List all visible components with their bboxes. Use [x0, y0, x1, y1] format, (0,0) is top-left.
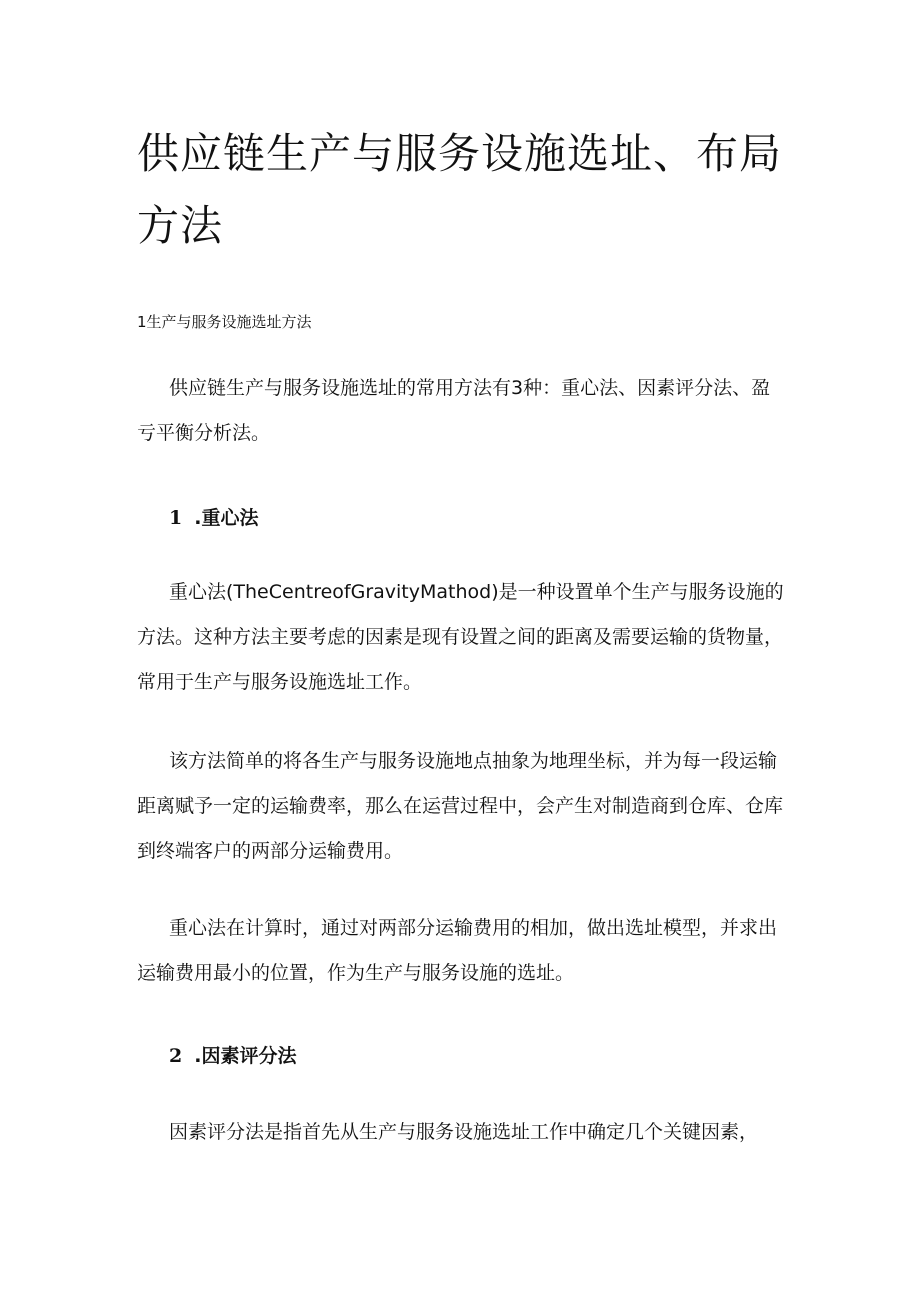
- heading-text: .重心法: [194, 507, 259, 529]
- heading-factor-scoring: [169, 1041, 296, 1071]
- paragraph-gravity-description: 该方法简单的将各生产与服务设施地点抽象为地理坐标，并为每一段运输距离赋予一定的运输费率，那么在运营过程中，会产生对制造商到仓库、仓库到终端客户的两部分运输费用。: [137, 750, 784, 862]
- intro-paragraph: 供应链生产与服务设施选址的常用方法有3种：重心法、因素评分法、盈亏平衡分析法。: [137, 377, 771, 444]
- heading-number: 1: [169, 507, 183, 529]
- paragraph-gravity-calculation: 重心法在计算时，通过对两部分运输费用的相加，做出选址模型，并求出运输费用最小的位置，作为生产与服务设施的选址。: [137, 917, 778, 984]
- document-title: 供应链生产与服务设施选址、布局方法: [137, 129, 783, 250]
- paragraph-factor-scoring: 因素评分法是指首先从生产与服务设施选址工作中确定几个关键因素，: [169, 1121, 759, 1143]
- section-label: 1生产与服务设施选址方法: [137, 313, 312, 331]
- heading-gravity-method: [169, 503, 258, 533]
- paragraph-gravity-definition: 重心法(TheCentreofGravityMathod)是一种设置单个生产与服务设施的方法。这种方法主要考虑的因素是现有设置之间的距离及需要运输的货物量，常用于生产与服务设施选址工作。: [137, 581, 784, 693]
- heading-number: 2: [169, 1045, 183, 1067]
- heading-text: .因素评分法: [194, 1045, 297, 1067]
